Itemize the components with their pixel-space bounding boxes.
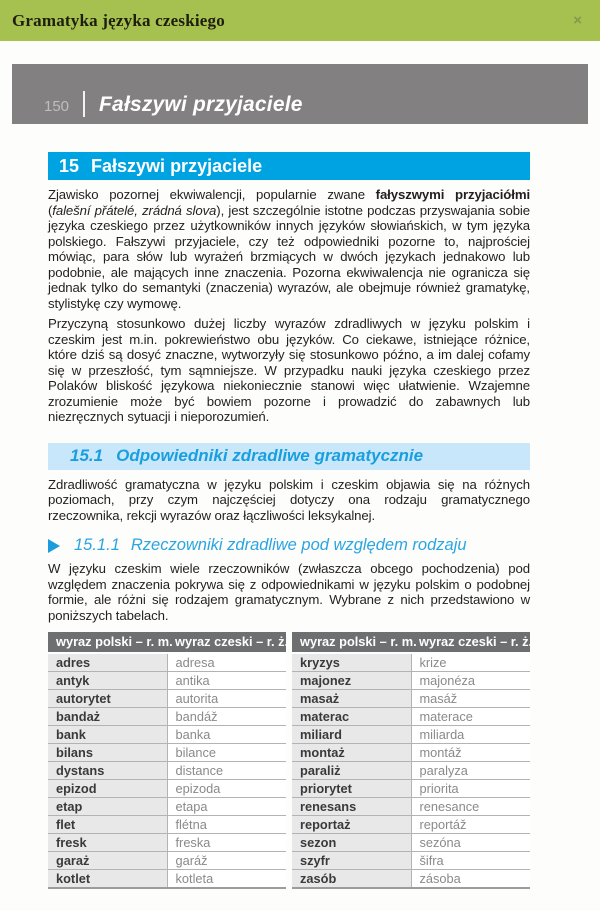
czech-word-cell: freska xyxy=(167,834,286,852)
paragraph-intro xyxy=(48,187,530,311)
polish-word-cell: garaż xyxy=(48,852,167,870)
table-row xyxy=(48,852,286,870)
column-header-polish: wyraz polski – r. m. xyxy=(292,632,411,653)
czech-word-cell: banka xyxy=(167,726,286,744)
polish-word-cell: miliard xyxy=(292,726,411,744)
table-row xyxy=(292,672,530,690)
close-icon: × xyxy=(573,12,582,29)
table-row xyxy=(48,780,286,798)
polish-word-cell: sezon xyxy=(292,834,411,852)
column-header-czech: wyraz czeski – r. ż. xyxy=(411,632,530,653)
polish-word-cell: antyk xyxy=(48,672,167,690)
polish-word-cell: bank xyxy=(48,726,167,744)
czech-word-cell: bilance xyxy=(167,744,286,762)
polish-word-cell: materac xyxy=(292,708,411,726)
subsection-title: Odpowiedniki zdradliwe gramatycznie xyxy=(116,446,424,465)
table-row xyxy=(292,653,530,672)
paragraph-segment-italic: falešní přátelé, zrádná slova xyxy=(52,202,217,218)
section-title: Fałszywi przyjaciele xyxy=(91,155,263,176)
table-header-row xyxy=(292,632,530,653)
czech-word-cell: etapa xyxy=(167,798,286,816)
table-row xyxy=(48,762,286,780)
table-row xyxy=(292,708,530,726)
table-row xyxy=(48,672,286,690)
polish-word-cell: autorytet xyxy=(48,690,167,708)
false-friends-table-right xyxy=(292,632,533,889)
czech-word-cell: montáž xyxy=(411,744,530,762)
czech-word-cell: autorita xyxy=(167,690,286,708)
polish-word-cell: reportaż xyxy=(292,816,411,834)
polish-word-cell: dystans xyxy=(48,762,167,780)
paragraph-segment: ( xyxy=(48,202,53,218)
czech-word-cell: antika xyxy=(167,672,286,690)
polish-word-cell: paraliż xyxy=(292,762,411,780)
czech-word-cell: priorita xyxy=(411,780,530,798)
czech-word-cell: majonéza xyxy=(411,672,530,690)
close-button[interactable] xyxy=(569,9,586,32)
divider xyxy=(83,91,85,117)
czech-word-cell: epizoda xyxy=(167,780,286,798)
table-row xyxy=(48,744,286,762)
paragraph-segment: ), jest szczególnie istotne podczas przyswajania sobie języka czeskiego przez użytkowników innych języków słowiańskich, w tym języka polskiego. Fałszywi przyjaciele, czy też odpowiedniki pozorne to, najprościej mówiąc, para słów lub wyrażeń brzmiących w dwóch językach jednakowo lub podobnie, ale mających inne znaczenia. Pozorna ekwiwalencja nie ogranicza się jednak tylko do semantyki (znaczenia) wyrazów, ale obejmuje również gramatykę, stylistykę czy wymowę. xyxy=(48,202,530,311)
table-row xyxy=(292,816,530,834)
column-header-czech: wyraz czeski – r. ż. xyxy=(167,632,286,653)
table-row xyxy=(292,852,530,870)
section-number: 15 xyxy=(59,155,80,176)
czech-word-cell: miliarda xyxy=(411,726,530,744)
table-row xyxy=(292,690,530,708)
window-titlebar xyxy=(0,0,600,41)
false-friends-tables xyxy=(48,632,533,889)
polish-word-cell: flet xyxy=(48,816,167,834)
running-page-header xyxy=(12,64,588,124)
polish-word-cell: adres xyxy=(48,653,167,672)
polish-word-cell: priorytet xyxy=(292,780,411,798)
paragraph-nouns: W języku czeskim wiele rzeczowników (zwłaszcza obcego pochodzenia) pod względem znaczenia pokrywa się z odpowiednikami w języku polskim o podobnej formie, ale różni się rodzajem gramatycznym. Wybrane z nich przedstawiono w poniższych tabelach. xyxy=(48,561,530,623)
polish-word-cell: bilans xyxy=(48,744,167,762)
polish-word-cell: montaż xyxy=(292,744,411,762)
czech-word-cell: šifra xyxy=(411,852,530,870)
polish-word-cell: kotlet xyxy=(48,870,167,889)
triangle-right-icon xyxy=(48,539,60,553)
polish-word-cell: majonez xyxy=(292,672,411,690)
table-header-row xyxy=(48,632,286,653)
table-row xyxy=(48,798,286,816)
subsubsection-number: 15.1.1 xyxy=(74,536,120,554)
page-number: 150 xyxy=(44,98,70,115)
czech-word-cell: renesance xyxy=(411,798,530,816)
czech-word-cell: krize xyxy=(411,653,530,672)
column-header-polish: wyraz polski – r. m. xyxy=(48,632,167,653)
polish-word-cell: masaż xyxy=(292,690,411,708)
table-row xyxy=(48,653,286,672)
table-row xyxy=(292,780,530,798)
czech-word-cell: materace xyxy=(411,708,530,726)
paragraph-grammar: Zdradliwość gramatyczna w języku polskim i czeskim objawia się na różnych poziomach, przy czym najczęściej dotyczy ona rodzaju gramatycznego rzeczownika, rekcji wyrazów oraz łączliwości leksykalnej. xyxy=(48,476,530,523)
czech-word-cell: kotleta xyxy=(167,870,286,889)
table-row xyxy=(48,726,286,744)
czech-word-cell: adresa xyxy=(167,653,286,672)
polish-word-cell: bandaż xyxy=(48,708,167,726)
czech-word-cell: reportáž xyxy=(411,816,530,834)
subsection-number: 15.1 xyxy=(70,446,104,465)
czech-word-cell: paralyza xyxy=(411,762,530,780)
czech-word-cell: bandáž xyxy=(167,708,286,726)
section-15-1-1-heading xyxy=(48,536,530,555)
table-row xyxy=(48,816,286,834)
polish-word-cell: szyfr xyxy=(292,852,411,870)
polish-word-cell: kryzys xyxy=(292,653,411,672)
paragraph-causes: Przyczyną stosunkowo dużej liczby wyrazów zdradliwych w języku polskim i czeskim jest m.in. pokrewieństwo obu języków. Co ciekawe, istniejące różnice, które dziś są dosyć znaczne, wytworzyły się stosunkowo późno, a im dalej cofamy się w przeszłość, tym sąmniejsze. W przypadku nauki języka czeskiego przez Polaków bliskość językowa niekoniecznie stanowi więc ułatwienie. Wzajemne zrozumienie może być bowiem pozorne i prowadzić do zabawnych lub niezręcznych sytuacji i nieporozumień. xyxy=(48,316,530,424)
window-title: Gramatyka języka czeskiego xyxy=(12,10,225,30)
table-row xyxy=(292,834,530,852)
czech-word-cell: distance xyxy=(167,762,286,780)
table-row xyxy=(292,726,530,744)
running-chapter-title: Fałszywi przyjaciele xyxy=(99,93,303,116)
czech-word-cell: zásoba xyxy=(411,870,530,889)
table-row xyxy=(48,870,286,889)
table-row xyxy=(292,762,530,780)
table-row xyxy=(48,708,286,726)
czech-word-cell: garáž xyxy=(167,852,286,870)
document-page xyxy=(48,152,533,889)
polish-word-cell: etap xyxy=(48,798,167,816)
polish-word-cell: fresk xyxy=(48,834,167,852)
polish-word-cell: zasób xyxy=(292,870,411,889)
paragraph-segment-bold: fałyszwymi przyjaciółmi xyxy=(375,187,531,202)
polish-word-cell: renesans xyxy=(292,798,411,816)
false-friends-table-left xyxy=(48,632,289,889)
table-row xyxy=(48,834,286,852)
section-15-heading xyxy=(48,152,530,180)
czech-word-cell: sezóna xyxy=(411,834,530,852)
czech-word-cell: masáž xyxy=(411,690,530,708)
czech-word-cell: flétna xyxy=(167,816,286,834)
paragraph-segment: Zjawisko pozornej ekwiwalencji, popularnie zwane xyxy=(48,187,376,202)
polish-word-cell: epizod xyxy=(48,780,167,798)
table-row xyxy=(48,690,286,708)
section-15-1-heading xyxy=(48,443,530,470)
table-row xyxy=(292,744,530,762)
table-row xyxy=(292,870,530,889)
table-row xyxy=(292,798,530,816)
subsubsection-title: Rzeczowniki zdradliwe pod względem rodzaju xyxy=(130,536,467,554)
